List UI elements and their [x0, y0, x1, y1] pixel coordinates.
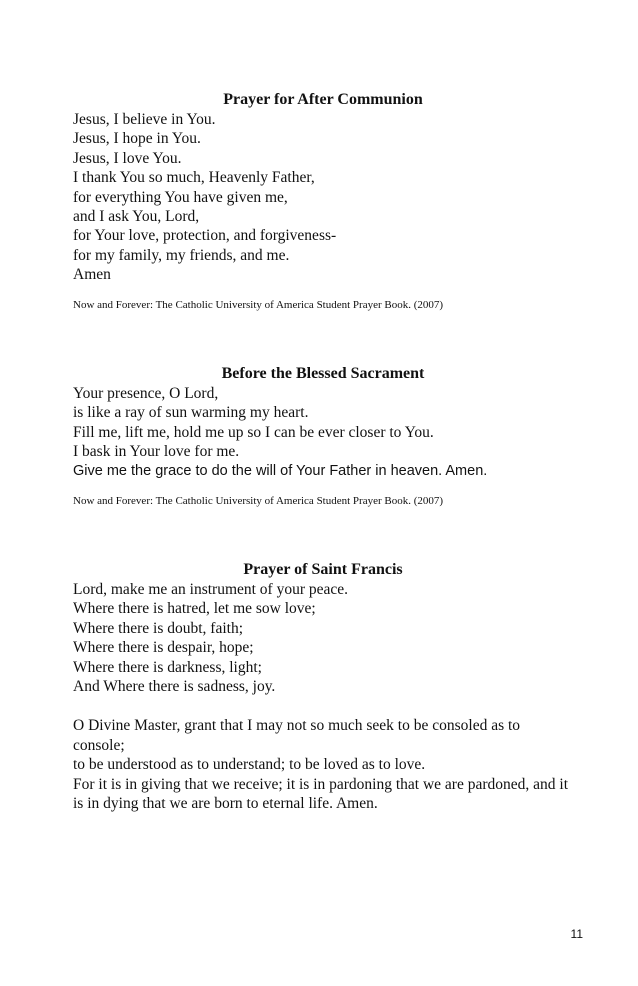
- prayer-line: Give me the grace to do the will of Your Father in heaven. Amen.: [73, 462, 488, 479]
- prayer-line: for Your love, protection, and forgiveness-: [73, 227, 337, 245]
- citation: Now and Forever: The Catholic University of America Student Prayer Book. (2007): [73, 298, 444, 311]
- prayer-lines: [73, 580, 573, 696]
- prayer-paragraph: O Divine Master, grant that I may not so much seek to be consoled as to console;: [73, 717, 521, 754]
- prayer-line: Fill me, lift me, hold me up so I can be ever closer to You.: [73, 423, 434, 441]
- prayer-line: And Where there is sadness, joy.: [73, 678, 276, 696]
- prayer-line: for everything You have given me,: [73, 188, 288, 206]
- prayer-line: Where there is doubt, faith;: [73, 619, 244, 637]
- prayer-line: Where there is despair, hope;: [73, 639, 254, 657]
- prayer-line: Jesus, I hope in You.: [73, 130, 201, 148]
- prayer-line: Lord, make me an instrument of your peace.: [73, 581, 349, 598]
- prayer-line: Jesus, I love You.: [73, 149, 182, 167]
- prayer-title: Before the Blessed Sacrament: [221, 365, 425, 382]
- prayer-line: Where there is darkness, light;: [73, 658, 262, 676]
- prayer-line: is like a ray of sun warming my heart.: [73, 404, 309, 422]
- prayer-lines: [73, 110, 573, 285]
- prayer-line: I bask in Your love for me.: [73, 443, 240, 461]
- prayer-line: Amen: [73, 266, 111, 284]
- page-number: 11: [570, 927, 583, 941]
- prayer-line: and I ask You, Lord,: [73, 208, 200, 226]
- prayer-line: for my family, my friends, and me.: [73, 246, 290, 264]
- prayer-title: Prayer for After Communion: [223, 91, 423, 108]
- prayer-paragraph: to be understood as to understand; to be loved as to love.: [73, 756, 426, 774]
- prayer-after-communion: [73, 90, 573, 312]
- prayer-title: Prayer of Saint Francis: [243, 561, 403, 578]
- prayer-line: Where there is hatred, let me sow love;: [73, 600, 316, 618]
- prayer-line: Your presence, O Lord,: [73, 385, 219, 402]
- prayer-line: I thank You so much, Heavenly Father,: [73, 169, 315, 187]
- prayer-saint-francis: [73, 560, 573, 813]
- prayer-paragraph: For it is in giving that we receive; it is in pardoning that we are pardoned, and it is in dying that we are born to eternal life. Amen.: [73, 775, 569, 813]
- citation: Now and Forever: The Catholic University of America Student Prayer Book. (2007): [73, 495, 444, 508]
- prayer-blessed-sacrament: [73, 364, 573, 508]
- prayer-line: Jesus, I believe in You.: [73, 111, 216, 128]
- prayer-lines: [73, 384, 573, 481]
